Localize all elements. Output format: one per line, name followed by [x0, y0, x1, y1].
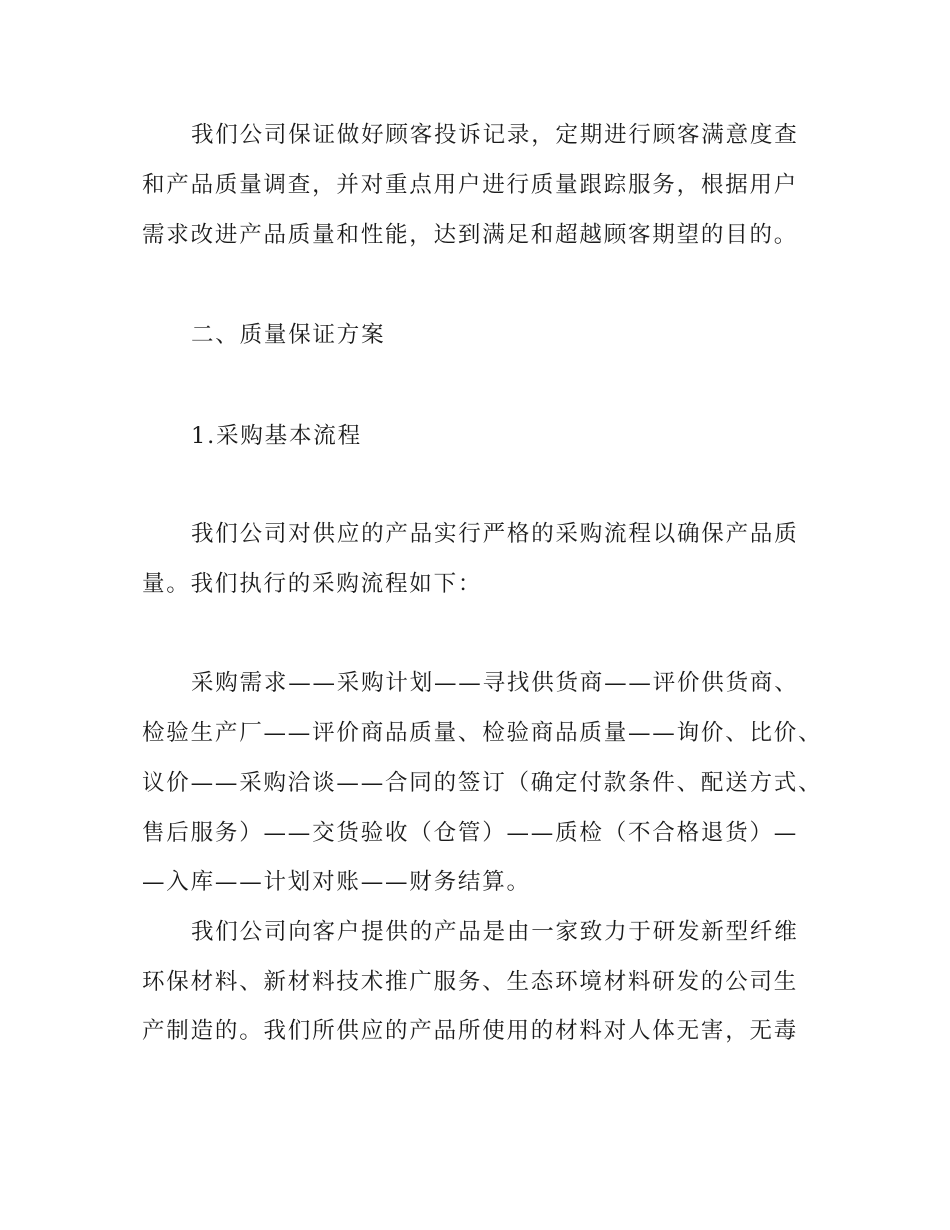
- paragraph-2-line-1: 我们公司对供应的产品实行严格的采购流程以确保产品质: [191, 521, 799, 547]
- subsection-heading: 1.采购基本流程: [191, 423, 362, 449]
- paragraph-3-line-4: 售后服务）——交货验收（仓管）——质检（不合格退货）—: [142, 820, 799, 846]
- paragraph-1-line-2: 和产品质量调查，并对重点用户进行质量跟踪服务，根据用户: [142, 172, 799, 198]
- paragraph-4-line-1: 我们公司向客户提供的产品是由一家致力于研发新型纤维: [191, 919, 799, 945]
- section-heading: 二、质量保证方案: [191, 322, 386, 348]
- paragraph-1-line-1: 我们公司保证做好顾客投诉记录，定期进行顾客满意度查: [191, 122, 799, 148]
- paragraph-3-line-2: 检验生产厂——评价商品质量、检验商品质量——询价、比价、: [142, 720, 823, 746]
- paragraph-1-line-3: 需求改进产品质量和性能，达到满足和超越顾客期望的目的。: [142, 222, 799, 248]
- paragraph-3-line-3: 议价——采购洽谈——合同的签订（确定付款条件、配送方式、: [142, 770, 823, 796]
- paragraph-4-line-3: 产制造的。我们所供应的产品所使用的材料对人体无害，无毒: [142, 1018, 799, 1044]
- paragraph-2-line-2: 量。我们执行的采购流程如下：: [142, 571, 483, 597]
- paragraph-4-line-2: 环保材料、新材料技术推广服务、生态环境材料研发的公司生: [142, 969, 799, 995]
- paragraph-3-line-1: 采购需求——采购计划——寻找供货商——评价供货商、: [191, 670, 799, 696]
- paragraph-3-line-5: —入库——计划对账——财务结算。: [142, 869, 531, 895]
